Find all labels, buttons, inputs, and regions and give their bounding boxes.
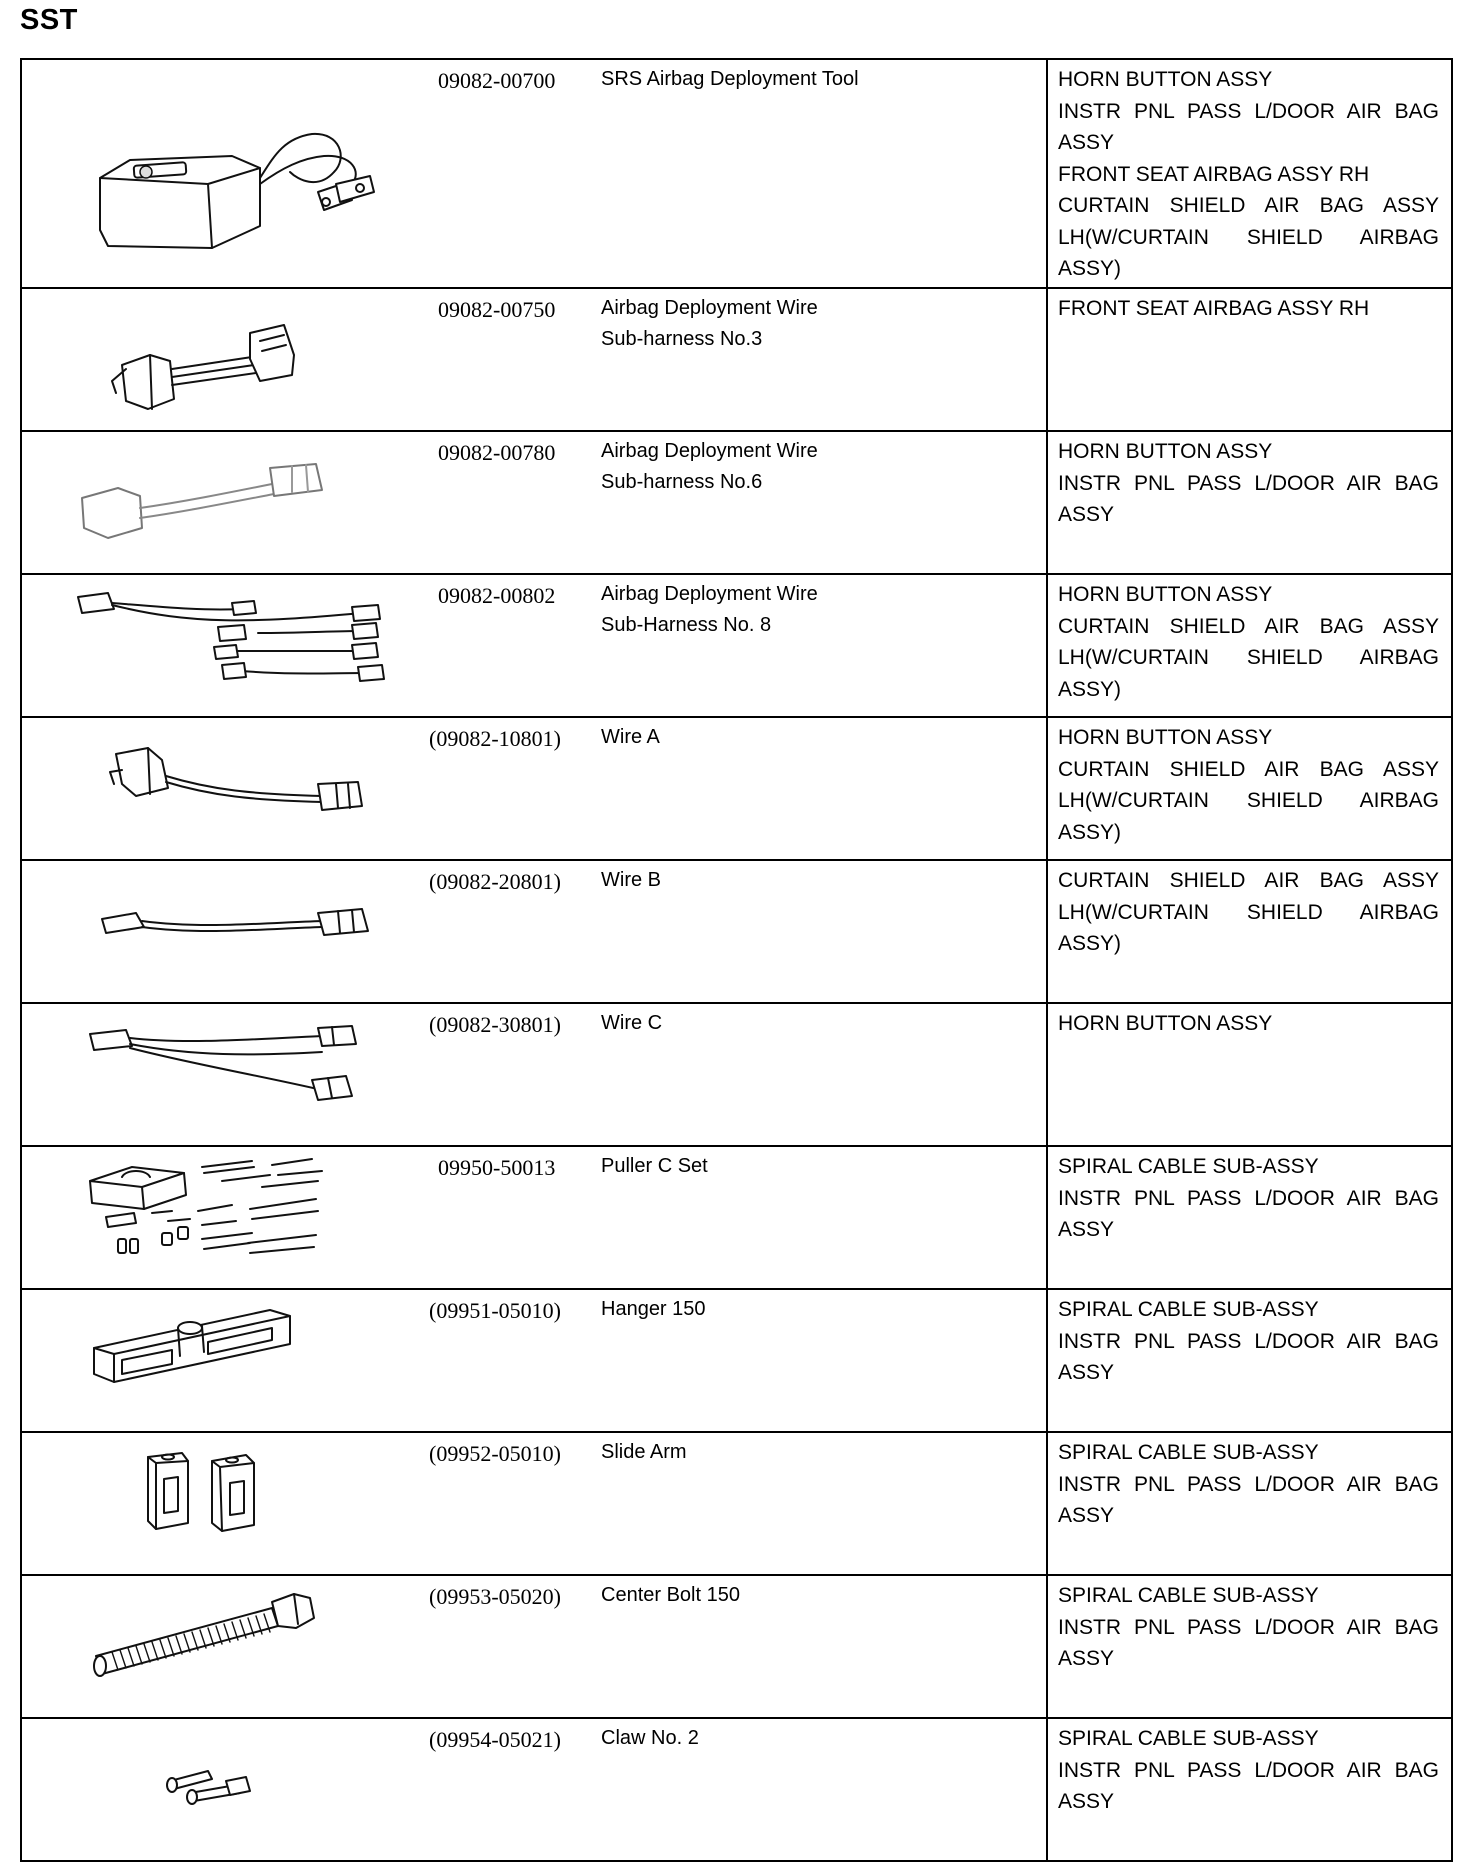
table-row: [21, 1146, 1452, 1289]
tool-name: Wire C: [601, 1003, 1047, 1146]
tool-image-cell: [21, 1575, 429, 1718]
tool-image-cell: [21, 1432, 429, 1575]
applicable-parts: SPIRAL CABLE SUB-ASSY INSTR PNL PASS L/DOOR AIR BAG ASSY: [1047, 1432, 1452, 1575]
table-row: [21, 288, 1452, 431]
slide-arm-icon: [22, 1433, 430, 1573]
tool-image-cell: [21, 574, 429, 717]
tool-name: Wire B: [601, 860, 1047, 1003]
claw-icon: [22, 1719, 430, 1859]
wire-sub-harness-icon: [22, 432, 430, 572]
table-row: [21, 59, 1452, 288]
table-row: [21, 1289, 1452, 1432]
tool-name: Claw No. 2: [601, 1718, 1047, 1861]
applicable-parts: CURTAIN SHIELD AIR BAG ASSY LH(W/CURTAIN SHIELD AIRBAG ASSY): [1047, 860, 1452, 1003]
tool-image-cell: [21, 1718, 429, 1861]
table-row: [21, 574, 1452, 717]
part-number: 09082-00780: [429, 431, 601, 574]
tool-name: SRS Airbag Deployment Tool: [601, 59, 1047, 288]
tool-image-cell: [21, 1289, 429, 1432]
tool-image-cell: [21, 59, 429, 288]
part-number: 09950-50013: [429, 1146, 601, 1289]
tool-image-cell: [21, 288, 429, 431]
table-row: [21, 1718, 1452, 1861]
table-row: [21, 717, 1452, 860]
page-title: SST: [20, 4, 78, 36]
applicable-parts: SPIRAL CABLE SUB-ASSY INSTR PNL PASS L/DOOR AIR BAG ASSY: [1047, 1289, 1452, 1432]
wire-sub-harness-icon: [22, 289, 430, 429]
wire-icon: [22, 1004, 430, 1144]
part-number: (09951-05010): [429, 1289, 601, 1432]
hanger-icon: [22, 1290, 430, 1430]
applicable-parts: HORN BUTTON ASSY INSTR PNL PASS L/DOOR AIR BAG ASSY: [1047, 431, 1452, 574]
tool-name: Center Bolt 150: [601, 1575, 1047, 1718]
part-number: 09082-00700: [429, 59, 601, 288]
table-row: [21, 1575, 1452, 1718]
part-number: (09082-30801): [429, 1003, 601, 1146]
table-row: [21, 1003, 1452, 1146]
applicable-parts: SPIRAL CABLE SUB-ASSY INSTR PNL PASS L/DOOR AIR BAG ASSY: [1047, 1146, 1452, 1289]
deployment-tool-icon: [22, 60, 430, 285]
applicable-parts: HORN BUTTON ASSY INSTR PNL PASS L/DOOR AIR BAG ASSY FRONT SEAT AIRBAG ASSY RH CURTAIN SHIELD AIR BAG ASSY LH(W/CURTAIN SHIELD AIRBAG ASSY): [1047, 59, 1452, 288]
tool-image-cell: [21, 1003, 429, 1146]
tool-name: Airbag Deployment Wire Sub-harness No.6: [601, 431, 1047, 574]
wire-icon: [22, 861, 430, 1001]
tool-name: Wire A: [601, 717, 1047, 860]
sst-table: [20, 58, 1453, 1862]
applicable-parts: HORN BUTTON ASSY CURTAIN SHIELD AIR BAG ASSY LH(W/CURTAIN SHIELD AIRBAG ASSY): [1047, 717, 1452, 860]
part-number: (09954-05021): [429, 1718, 601, 1861]
wire-sub-harness-icon: [22, 575, 430, 715]
puller-set-icon: [22, 1147, 430, 1287]
wire-icon: [22, 718, 430, 858]
applicable-parts: SPIRAL CABLE SUB-ASSY INSTR PNL PASS L/DOOR AIR BAG ASSY: [1047, 1575, 1452, 1718]
tool-image-cell: [21, 431, 429, 574]
part-number: 09082-00750: [429, 288, 601, 431]
table-row: [21, 860, 1452, 1003]
tool-name: Airbag Deployment Wire Sub-Harness No. 8: [601, 574, 1047, 717]
applicable-parts: HORN BUTTON ASSY: [1047, 1003, 1452, 1146]
tool-image-cell: [21, 1146, 429, 1289]
part-number: (09082-10801): [429, 717, 601, 860]
tool-name: Slide Arm: [601, 1432, 1047, 1575]
applicable-parts: FRONT SEAT AIRBAG ASSY RH: [1047, 288, 1452, 431]
part-number: 09082-00802: [429, 574, 601, 717]
part-number: (09082-20801): [429, 860, 601, 1003]
tool-name: Hanger 150: [601, 1289, 1047, 1432]
table-row: [21, 1432, 1452, 1575]
part-number: (09953-05020): [429, 1575, 601, 1718]
part-number: (09952-05010): [429, 1432, 601, 1575]
tool-image-cell: [21, 860, 429, 1003]
applicable-parts: HORN BUTTON ASSY CURTAIN SHIELD AIR BAG ASSY LH(W/CURTAIN SHIELD AIRBAG ASSY): [1047, 574, 1452, 717]
tool-name: Airbag Deployment Wire Sub-harness No.3: [601, 288, 1047, 431]
tool-image-cell: [21, 717, 429, 860]
tool-name: Puller C Set: [601, 1146, 1047, 1289]
applicable-parts: SPIRAL CABLE SUB-ASSY INSTR PNL PASS L/DOOR AIR BAG ASSY: [1047, 1718, 1452, 1861]
table-row: [21, 431, 1452, 574]
center-bolt-icon: [22, 1576, 430, 1716]
